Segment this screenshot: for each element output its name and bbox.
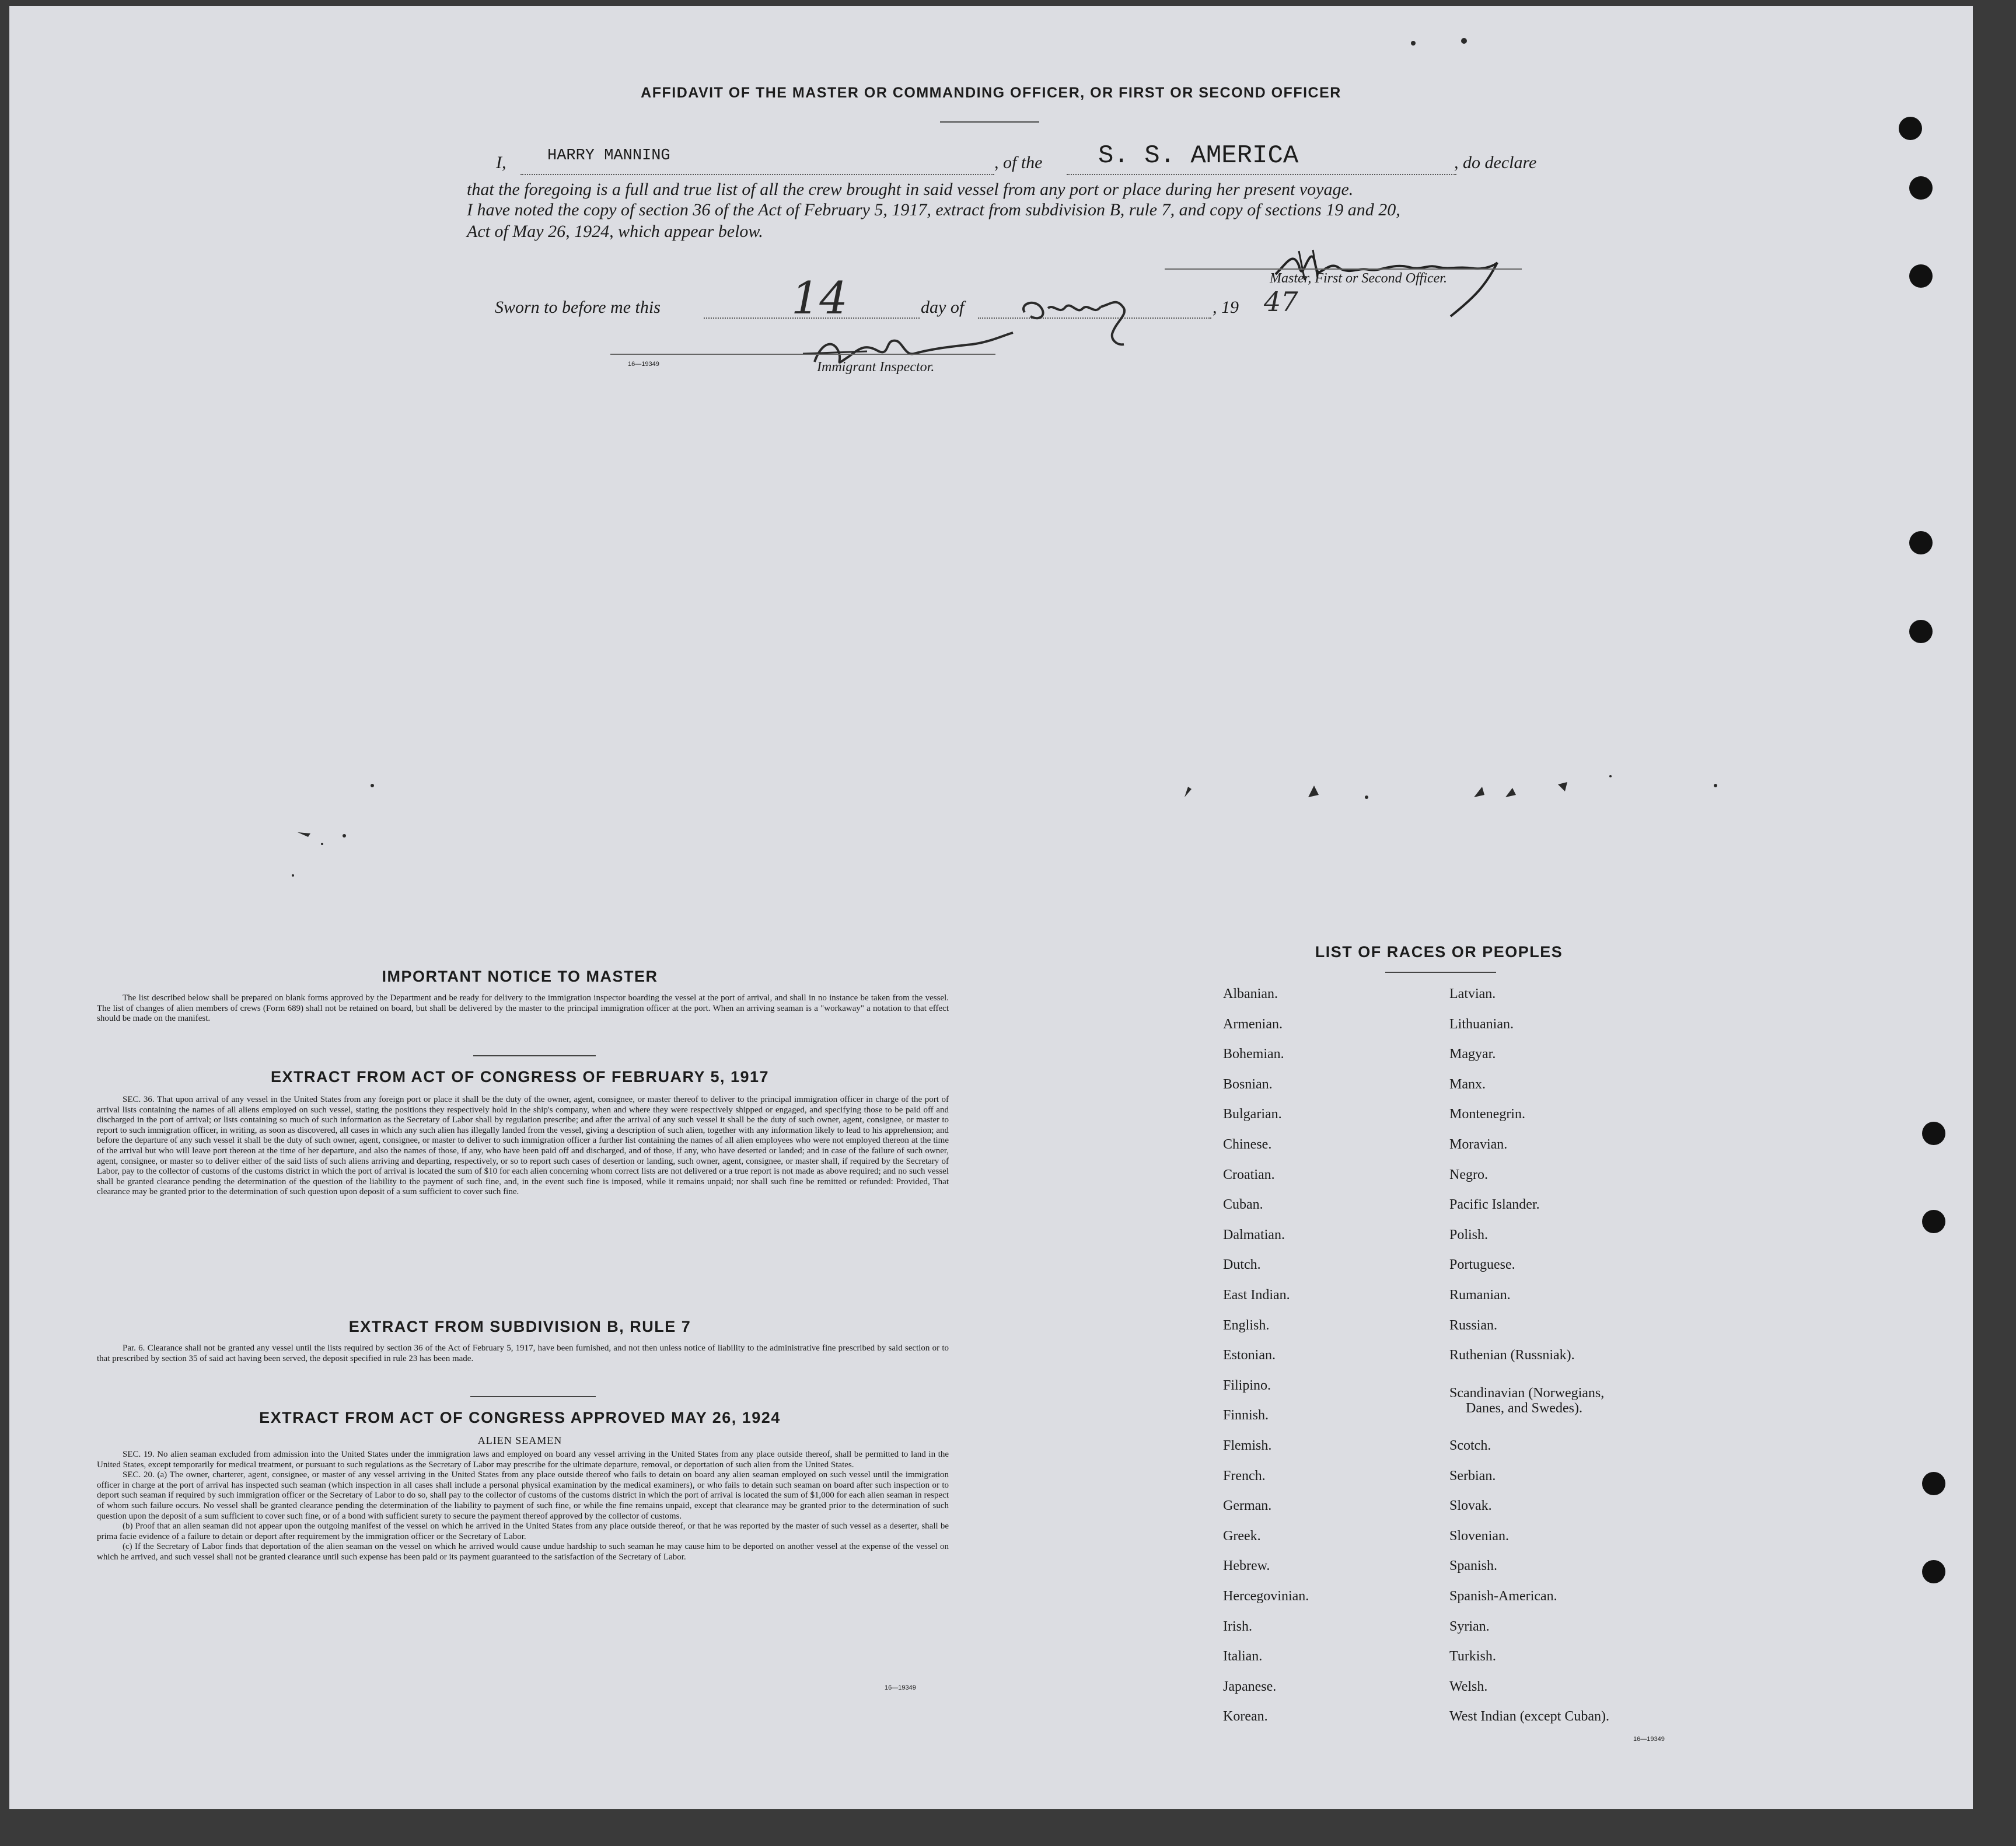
sec-19-paragraph: SEC. 19. No alien seaman excluded from admission into the United States under the immigration laws and employed on board any vessel arriving in the United States from any place outside thereof, shall be permitted to land in the United States, except temporarily for medical treatment, or pursuant to such regulations as the Secretary of Labor may prescribe for the ultimate departure, removal, or deportation of such alien from the United States.	[97, 1450, 949, 1470]
inspector-caption: Immigrant Inspector.	[817, 360, 935, 375]
notice-title: IMPORTANT NOTICE TO MASTER	[382, 968, 658, 985]
race-item: Moravian.	[1449, 1137, 1508, 1152]
race-item: Turkish.	[1449, 1649, 1496, 1664]
race-item: Bohemian.	[1223, 1046, 1284, 1062]
race-item: Polish.	[1449, 1227, 1489, 1243]
day-of-label: day of	[921, 298, 965, 317]
race-item: Albanian.	[1223, 986, 1278, 1001]
extract-1924-title: EXTRACT FROM ACT OF CONGRESS APPROVED MAY 26, 1924	[259, 1409, 781, 1426]
race-item: Croatian.	[1223, 1167, 1275, 1182]
scan-marks	[9, 6, 1973, 1809]
race-item: Welsh.	[1449, 1679, 1488, 1694]
extract-1917-paragraph: SEC. 36. That upon arrival of any vessel in the United States from any foreign port or place it shall be the duty of the owner, agent, consignee, or master thereof to deliver to the principal immigration officer in charge of the port of arrival lists containing the names of all aliens employed on such vessel, stating the positions they respectively hold in the ship's company, when and where they were respectively shipped or engaged, and specifying those to be paid off and discharged in the port of arrival; or lists containing so much of such information as the Secretary of Labor shall by regulation prescribe; and after the arrival of any such vessel it shall be the duty of such owner, agent, consignee, or master to report to such immigration officer, in writing, as soon as discovered, all cases in which any such alien has illegally landed from the vessel, giving a description of such alien, together with any information likely to lead to his apprehension; and before the departure of any such vessel it shall be the duty of such owner, agent, consignee, or master to deliver to such immigration officer a further list containing the names of all alien employees who were not employed thereon at the time of the arrival but who will leave port thereon at the time of her departure, and also the names of those, if any, who have been paid off and discharged, and of those, if any, who have deserted or landed; and in case of the failure of such owner, agent, consignee, or master so to deliver either of the said lists of such aliens arriving and departing, respectively, or so to report such cases of desertion or landing, such owner, agent, consignee, or master shall, if required by the Secretary of Labor, pay to the collector of customs of the customs district in which the port of arrival is located the sum of $10 for each alien concerning whom correct lists are not delivered or a true report is not made as above required; and no such vessel shall be granted clearance pending the determination of the question of the liability to the payment of such fine, and, in the event such fine is imposed, while it remains unpaid; nor shall such fine be remitted or refunded: Provided, That clearance may be granted prior to the determination of such question upon deposit of a sum sufficient to cover such fine.	[97, 1095, 949, 1197]
race-item: East Indian.	[1223, 1287, 1290, 1303]
race-item: Serbian.	[1449, 1468, 1496, 1484]
race-item: Ruthenian (Russniak).	[1449, 1348, 1575, 1363]
race-item: Montenegrin.	[1449, 1107, 1525, 1122]
master-name: HARRY MANNING	[547, 147, 670, 165]
race-item: Syrian.	[1449, 1618, 1490, 1634]
race-item: Chinese.	[1223, 1137, 1272, 1152]
extract-rule7-title: EXTRACT FROM SUBDIVISION B, RULE 7	[348, 1318, 691, 1335]
sworn-label: Sworn to before me this	[495, 298, 661, 317]
sec-20c-paragraph: (c) If the Secretary of Labor finds that deportation of the alien seaman on the vessel on which he arrived would cause undue hardship to such seaman he may cause him to be deported on another vessel at the expense of the vessel on which he arrived, and such vessel shall not be granted clearance until such expense has been paid or its payment guaranteed to the satisfaction of the Secretary of Labor.	[97, 1542, 949, 1562]
race-item: Flemish.	[1223, 1438, 1272, 1453]
race-item: German.	[1223, 1498, 1272, 1514]
race-item: Russian.	[1449, 1317, 1498, 1333]
year-prefix: , 19	[1213, 298, 1239, 317]
form-number: 16—19349	[628, 361, 659, 368]
race-item: Scotch.	[1449, 1438, 1491, 1453]
race-item: Cuban.	[1223, 1197, 1263, 1213]
form-number: 16—19349	[1633, 1736, 1665, 1743]
race-item: Slovenian.	[1449, 1528, 1509, 1544]
race-item: West Indian (except Cuban).	[1449, 1709, 1609, 1725]
race-item: Rumanian.	[1449, 1287, 1511, 1303]
race-item: English.	[1223, 1317, 1270, 1333]
race-item: Dalmatian.	[1223, 1227, 1285, 1243]
race-item: Magyar.	[1449, 1046, 1496, 1062]
day-value: 14	[791, 272, 848, 324]
race-item: Pacific Islander.	[1449, 1197, 1540, 1213]
race-item: Hercegovinian.	[1223, 1589, 1309, 1604]
race-item: Hebrew.	[1223, 1558, 1270, 1574]
affidavit-line-2: that the foregoing is a full and true list of all the crew brought in said vessel from any port or place during her present voyage.	[467, 180, 1354, 199]
race-item: Bosnian.	[1223, 1076, 1273, 1092]
race-item: Negro.	[1449, 1167, 1488, 1182]
race-item: Estonian.	[1223, 1348, 1276, 1363]
affidavit-title: AFFIDAVIT OF THE MASTER OR COMMANDING OFFICER, OR FIRST OR SECOND OFFICER	[641, 85, 1341, 101]
race-item: Dutch.	[1223, 1257, 1261, 1273]
extract-1924-subtitle: ALIEN SEAMEN	[477, 1435, 562, 1446]
race-item: Spanish-American.	[1449, 1589, 1557, 1604]
vessel-name: S. S. AMERICA	[1098, 141, 1299, 170]
race-item: Italian.	[1223, 1649, 1263, 1664]
race-item: Danes, and Swedes).	[1466, 1400, 1582, 1416]
extract-1917-title: EXTRACT FROM ACT OF CONGRESS OF FEBRUARY 5, 1917	[270, 1068, 770, 1086]
race-item: Slovak.	[1449, 1498, 1492, 1514]
race-item: Scandinavian (Norwegians,	[1449, 1385, 1605, 1401]
race-item: Armenian.	[1223, 1016, 1283, 1032]
race-item: Irish.	[1223, 1618, 1252, 1634]
extract-rule7-paragraph: Par. 6. Clearance shall not be granted any vessel until the lists required by section 36 of the Act of February 5, 1917, have been furnished, and not then unless notice of liability to the administrative fine prescribed by said section or to that prescribed by section 35 of said act having been served, the deposit specified in rule 23 has been made.	[97, 1344, 949, 1363]
do-declare-label: , do declare	[1454, 153, 1537, 172]
affidavit-line-3: I have noted the copy of section 36 of the Act of February 5, 1917, extract from subdivision B, rule 7, and copy of sections 19 and 20,	[467, 200, 1400, 219]
race-item: Spanish.	[1449, 1558, 1498, 1574]
i-label: I,	[496, 153, 506, 172]
master-caption: Master, First or Second Officer.	[1270, 271, 1447, 286]
of-the-label: , of the	[994, 153, 1043, 172]
year-value: 47	[1264, 286, 1298, 317]
race-item: Lithuanian.	[1449, 1016, 1514, 1032]
race-item: Finnish.	[1223, 1408, 1269, 1423]
affidavit-line-4: Act of May 26, 1924, which appear below.	[467, 222, 763, 241]
sec-20a-paragraph: SEC. 20. (a) The owner, charterer, agent, consignee, or master of any vessel arriving in the United States from any place outside thereof who fails to detain on board any alien seaman employed on such vessel until the immigration officer in charge at the port of arrival has inspected such seaman (which inspection in all cases shall include a personal physical examination by the medical examiners), or who fails to detain such seaman on board after such inspection or to deport such seaman if required by such immigration officer or the Secretary of Labor to do so, shall pay to the collector of customs of the customs district in which the port of arrival is located the sum of $1,000 for each alien seaman in respect of whom such failure occurs. No vessel shall be granted clearance pending the determination of the liability to payment of such fine, or while the fine remains unpaid, except that clearance may be granted prior to the determination of such question upon the deposit of a sum sufficient to cover such fine, or of a bond with sufficient surety to secure the payment thereof approved by the collector of customs.	[97, 1470, 949, 1521]
form-number: 16—19349	[885, 1684, 916, 1691]
races-title: LIST OF RACES OR PEOPLES	[1315, 943, 1563, 961]
race-item: Korean.	[1223, 1709, 1268, 1725]
race-item: Bulgarian.	[1223, 1107, 1282, 1122]
document-page	[9, 6, 1973, 1809]
race-item: Greek.	[1223, 1528, 1261, 1544]
sec-20b-paragraph: (b) Proof that an alien seaman did not appear upon the outgoing manifest of the vessel on which he arrived in the United States from any place outside thereof, or that he was reported by the master of such vessel as a deserter, shall be prima facie evidence of a failure to detain or deport after requirement by the immigration officer or the Secretary of Labor.	[97, 1522, 949, 1541]
notice-paragraph: The list described below shall be prepared on blank forms approved by the Department and be ready for delivery to the immigration inspector boarding the vessel at the port of arrival, and shall in no instance be taken from the vessel. The list of changes of alien members of crews (Form 689) shall not be retained on board, but shall be delivered by the master to the principal immigration officer at the port. When an arriving seaman is a "workaway" a notation to that effect should be made on the manifest.	[97, 993, 949, 1024]
race-item: Portuguese.	[1449, 1257, 1515, 1273]
race-item: Manx.	[1449, 1076, 1486, 1092]
race-item: Latvian.	[1449, 986, 1496, 1001]
race-item: Japanese.	[1223, 1679, 1277, 1694]
race-item: Filipino.	[1223, 1377, 1271, 1393]
race-item: French.	[1223, 1468, 1266, 1484]
